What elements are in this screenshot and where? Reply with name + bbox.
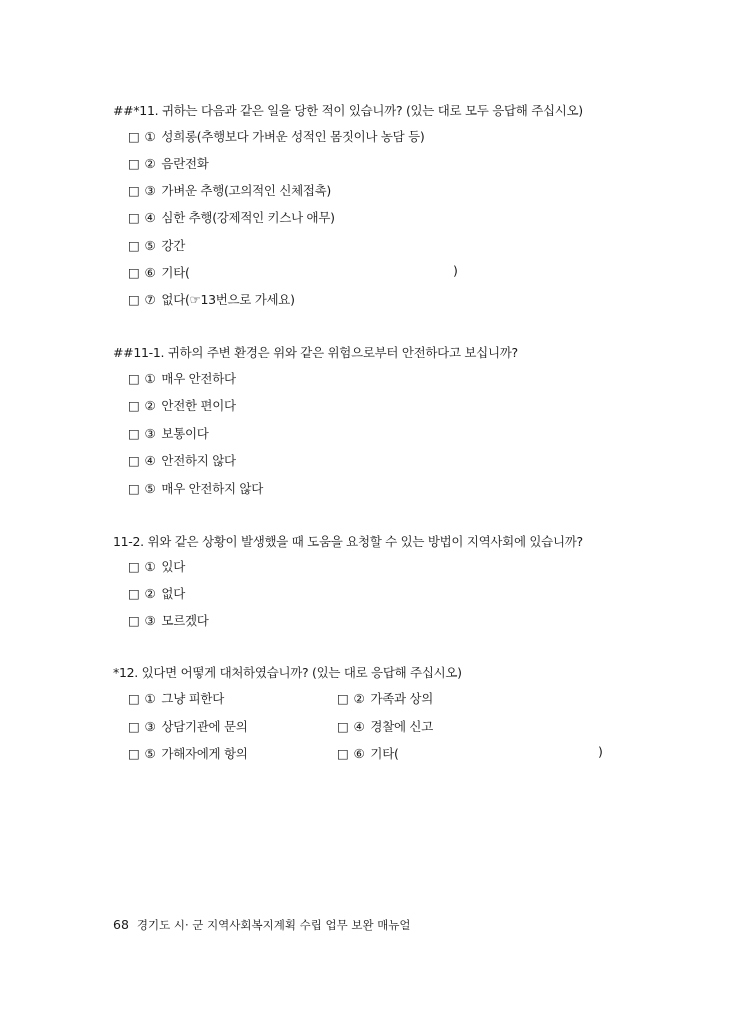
option-number: ① bbox=[144, 691, 156, 706]
page-number: 68 bbox=[113, 917, 129, 932]
q11-1-option-4[interactable] bbox=[128, 451, 236, 469]
option-number: ② bbox=[144, 398, 156, 413]
option-label: 가해자에게 항의 bbox=[161, 746, 248, 761]
checkbox[interactable]: □ bbox=[128, 183, 140, 198]
option-label: 안전하지 않다 bbox=[161, 453, 236, 468]
q11-option-2[interactable] bbox=[128, 154, 209, 172]
checkbox[interactable]: □ bbox=[128, 586, 140, 601]
option-label: 있다 bbox=[161, 559, 185, 574]
checkbox[interactable]: □ bbox=[128, 719, 140, 734]
option-number: ⑤ bbox=[144, 481, 156, 496]
option-number: ③ bbox=[144, 719, 156, 734]
question-11-title: ##*11. 귀하는 다음과 같은 일을 당한 적이 있습니까? (있는 대로 모두 응답해 주십시오) bbox=[113, 103, 583, 118]
option-label: 없다 bbox=[161, 586, 185, 601]
checkbox[interactable]: □ bbox=[128, 129, 140, 144]
option-number: ⑦ bbox=[144, 292, 156, 307]
other-close-paren: ) bbox=[598, 744, 603, 759]
option-label: 경찰에 신고 bbox=[370, 719, 433, 734]
checkbox[interactable]: □ bbox=[128, 691, 140, 706]
option-label: 그냥 피한다 bbox=[161, 691, 224, 706]
option-number: ⑥ bbox=[144, 265, 156, 280]
checkbox[interactable]: □ bbox=[128, 453, 140, 468]
q11-option-3[interactable] bbox=[128, 181, 331, 199]
checkbox[interactable]: □ bbox=[128, 746, 140, 761]
checkbox[interactable]: □ bbox=[128, 371, 140, 386]
q11-option-1[interactable] bbox=[128, 127, 424, 145]
option-label: 기타( bbox=[370, 746, 399, 761]
checkbox[interactable]: □ bbox=[128, 613, 140, 628]
page-footer bbox=[113, 917, 411, 933]
checkbox[interactable]: □ bbox=[128, 426, 140, 441]
q11-1-option-3[interactable] bbox=[128, 424, 209, 442]
option-label: 심한 추행(강제적인 키스나 애무) bbox=[161, 210, 335, 225]
q12-option-5[interactable] bbox=[128, 744, 248, 762]
q11-1-option-5[interactable] bbox=[128, 479, 263, 497]
option-label: 안전한 편이다 bbox=[161, 398, 236, 413]
option-label: 없다(☞13번으로 가세요) bbox=[161, 292, 295, 307]
option-number: ② bbox=[144, 156, 156, 171]
option-number: ③ bbox=[144, 426, 156, 441]
q12-option-1[interactable] bbox=[128, 689, 224, 707]
checkbox[interactable]: □ bbox=[128, 265, 140, 280]
q11-option-5[interactable] bbox=[128, 236, 185, 254]
option-label: 가벼운 추행(고의적인 신체접촉) bbox=[161, 183, 331, 198]
checkbox[interactable]: □ bbox=[128, 156, 140, 171]
option-number: ⑤ bbox=[144, 746, 156, 761]
q11-2-option-1[interactable] bbox=[128, 557, 185, 575]
option-number: ④ bbox=[144, 210, 156, 225]
q11-option-7[interactable] bbox=[128, 290, 295, 308]
option-label: 성희롱(추행보다 가벼운 성적인 몸짓이나 농담 등) bbox=[161, 129, 425, 144]
option-number: ① bbox=[144, 129, 156, 144]
option-label: 가족과 상의 bbox=[370, 691, 433, 706]
checkbox[interactable]: □ bbox=[128, 481, 140, 496]
option-label: 강간 bbox=[161, 238, 185, 253]
question-12-title: *12. 있다면 어떻게 대처하였습니까? (있는 대로 응답해 주십시오) bbox=[113, 665, 462, 680]
option-label: 상담기관에 문의 bbox=[161, 719, 248, 734]
checkbox[interactable]: □ bbox=[128, 559, 140, 574]
checkbox[interactable]: □ bbox=[128, 238, 140, 253]
option-number: ① bbox=[144, 559, 156, 574]
option-number: ② bbox=[353, 691, 365, 706]
option-label: 기타( bbox=[161, 265, 190, 280]
q11-option-6[interactable] bbox=[128, 263, 468, 281]
question-11-2-title: 11-2. 위와 같은 상황이 발생했을 때 도움을 요청할 수 있는 방법이 지역사회에 있습니까? bbox=[113, 534, 583, 549]
footer-title: 경기도 시· 군 지역사회복지계획 수립 업무 보완 매뉴얼 bbox=[136, 918, 411, 932]
q12-option-3[interactable] bbox=[128, 717, 248, 735]
checkbox[interactable]: □ bbox=[337, 719, 349, 734]
q11-2-option-3[interactable] bbox=[128, 611, 209, 629]
q11-option-4[interactable] bbox=[128, 208, 335, 226]
option-label: 보통이다 bbox=[161, 426, 209, 441]
question-11-1-title: ##11-1. 귀하의 주변 환경은 위와 같은 위험으로부터 안전하다고 보십니까? bbox=[113, 345, 518, 360]
q11-1-option-1[interactable] bbox=[128, 369, 236, 387]
option-number: ① bbox=[144, 371, 156, 386]
checkbox[interactable]: □ bbox=[128, 398, 140, 413]
q12-option-4[interactable] bbox=[337, 717, 433, 735]
option-number: ② bbox=[144, 586, 156, 601]
option-label: 매우 안전하지 않다 bbox=[161, 481, 263, 496]
checkbox[interactable]: □ bbox=[337, 746, 349, 761]
option-label: 모르겠다 bbox=[161, 613, 209, 628]
other-close-paren: ) bbox=[453, 263, 458, 278]
option-number: ⑥ bbox=[353, 746, 365, 761]
q12-option-2[interactable] bbox=[337, 689, 433, 707]
option-number: ③ bbox=[144, 183, 156, 198]
option-number: ⑤ bbox=[144, 238, 156, 253]
option-number: ④ bbox=[353, 719, 365, 734]
option-label: 매우 안전하다 bbox=[161, 371, 236, 386]
checkbox[interactable]: □ bbox=[337, 691, 349, 706]
option-number: ③ bbox=[144, 613, 156, 628]
option-label: 음란전화 bbox=[161, 156, 209, 171]
q12-option-6[interactable] bbox=[337, 744, 607, 762]
q11-1-option-2[interactable] bbox=[128, 396, 236, 414]
option-number: ④ bbox=[144, 453, 156, 468]
q11-2-option-2[interactable] bbox=[128, 584, 185, 602]
checkbox[interactable]: □ bbox=[128, 292, 140, 307]
checkbox[interactable]: □ bbox=[128, 210, 140, 225]
